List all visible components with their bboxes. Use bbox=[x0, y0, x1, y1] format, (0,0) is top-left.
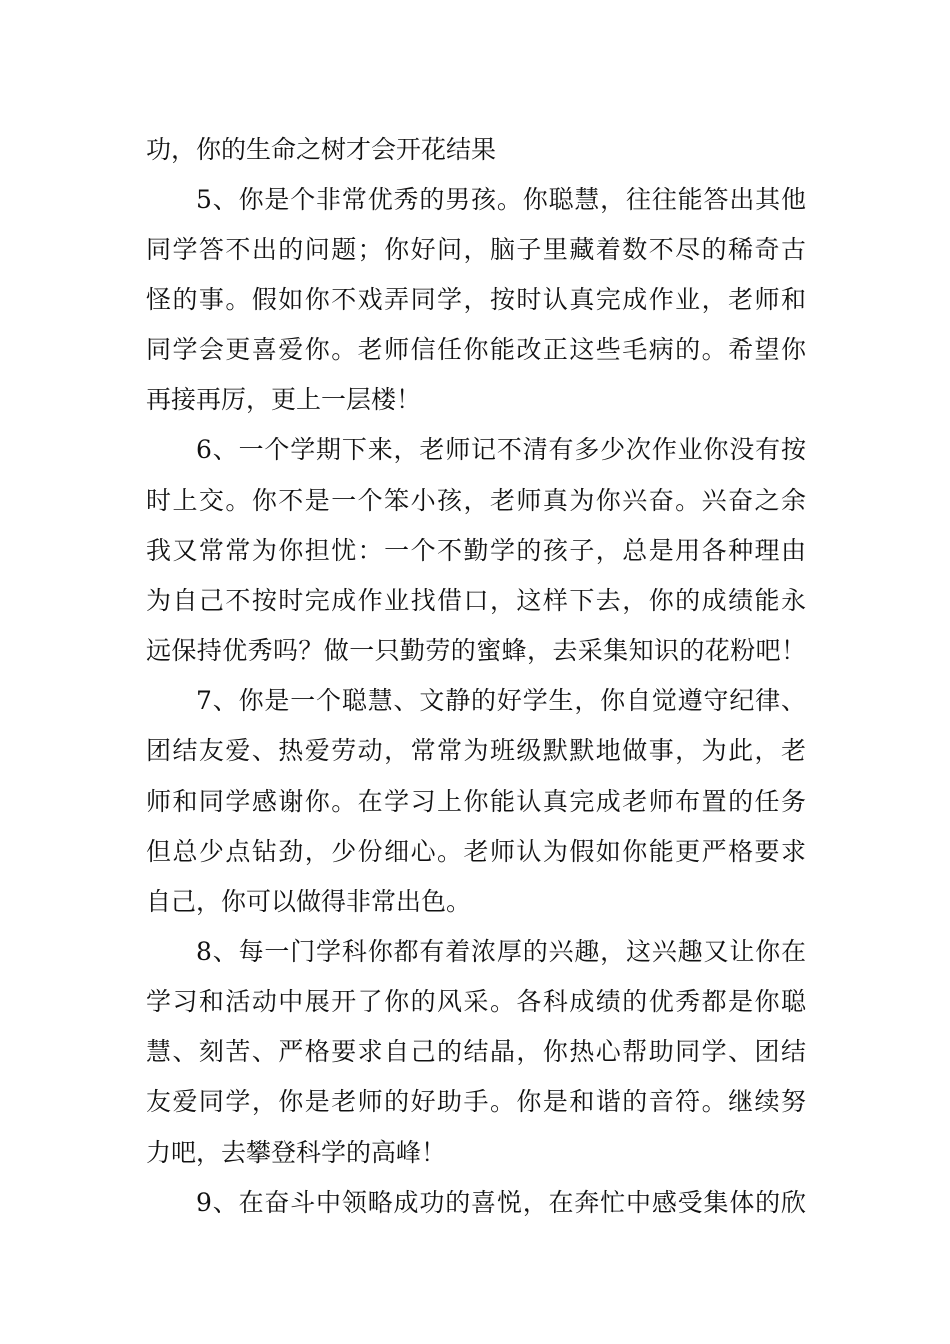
text-line: 时上交。你不是一个笨小孩，老师真为你兴奋。兴奋之余 bbox=[146, 486, 806, 515]
text-line: 怪的事。假如你不戏弄同学，按时认真完成作业，老师和 bbox=[146, 285, 806, 314]
text-line: 团结友爱、热爱劳动，常常为班级默默地做事，为此，老 bbox=[146, 736, 806, 765]
text-line: 6、一个学期下来，老师记不清有多少次作业你没有按 bbox=[196, 435, 806, 464]
text-line: 8、每一门学科你都有着浓厚的兴趣，这兴趣又让你在 bbox=[196, 937, 806, 966]
text-line: 为自己不按时完成作业找借口，这样下去，你的成绩能永 bbox=[146, 586, 806, 615]
text-line: 师和同学感谢你。在学习上你能认真完成老师布置的任务 bbox=[146, 787, 806, 816]
text-line: 我又常常为你担忧：一个不勤学的孩子，总是用各种理由 bbox=[146, 536, 806, 565]
text-line: 远保持优秀吗？做一只勤劳的蜜蜂，去采集知识的花粉吧！ bbox=[146, 636, 806, 665]
text-line: 慧、刻苦、严格要求自己的结晶，你热心帮助同学、团结 bbox=[146, 1037, 806, 1066]
text-line: 9、在奋斗中领略成功的喜悦，在奔忙中感受集体的欣 bbox=[196, 1188, 806, 1217]
text-line: 同学会更喜爱你。老师信任你能改正这些毛病的。希望你 bbox=[146, 335, 806, 364]
text-line: 7、你是一个聪慧、文静的好学生，你自觉遵守纪律、 bbox=[196, 686, 806, 715]
text-line: 功，你的生命之树才会开花结果 bbox=[146, 135, 497, 164]
text-line: 5、你是个非常优秀的男孩。你聪慧，往往能答出其他 bbox=[196, 185, 806, 214]
text-line: 但总少点钻劲，少份细心。老师认为假如你能更严格要求 bbox=[146, 837, 806, 866]
text-line: 同学答不出的问题；你好问，脑子里藏着数不尽的稀奇古 bbox=[146, 235, 806, 264]
text-line: 友爱同学，你是老师的好助手。你是和谐的音符。继续努 bbox=[146, 1087, 806, 1116]
text-line: 力吧，去攀登科学的高峰！ bbox=[146, 1138, 447, 1167]
text-line: 自己，你可以做得非常出色。 bbox=[146, 887, 472, 916]
text-line: 学习和活动中展开了你的风采。各科成绩的优秀都是你聪 bbox=[146, 987, 806, 1016]
text-line: 再接再厉，更上一层楼！ bbox=[146, 385, 422, 414]
